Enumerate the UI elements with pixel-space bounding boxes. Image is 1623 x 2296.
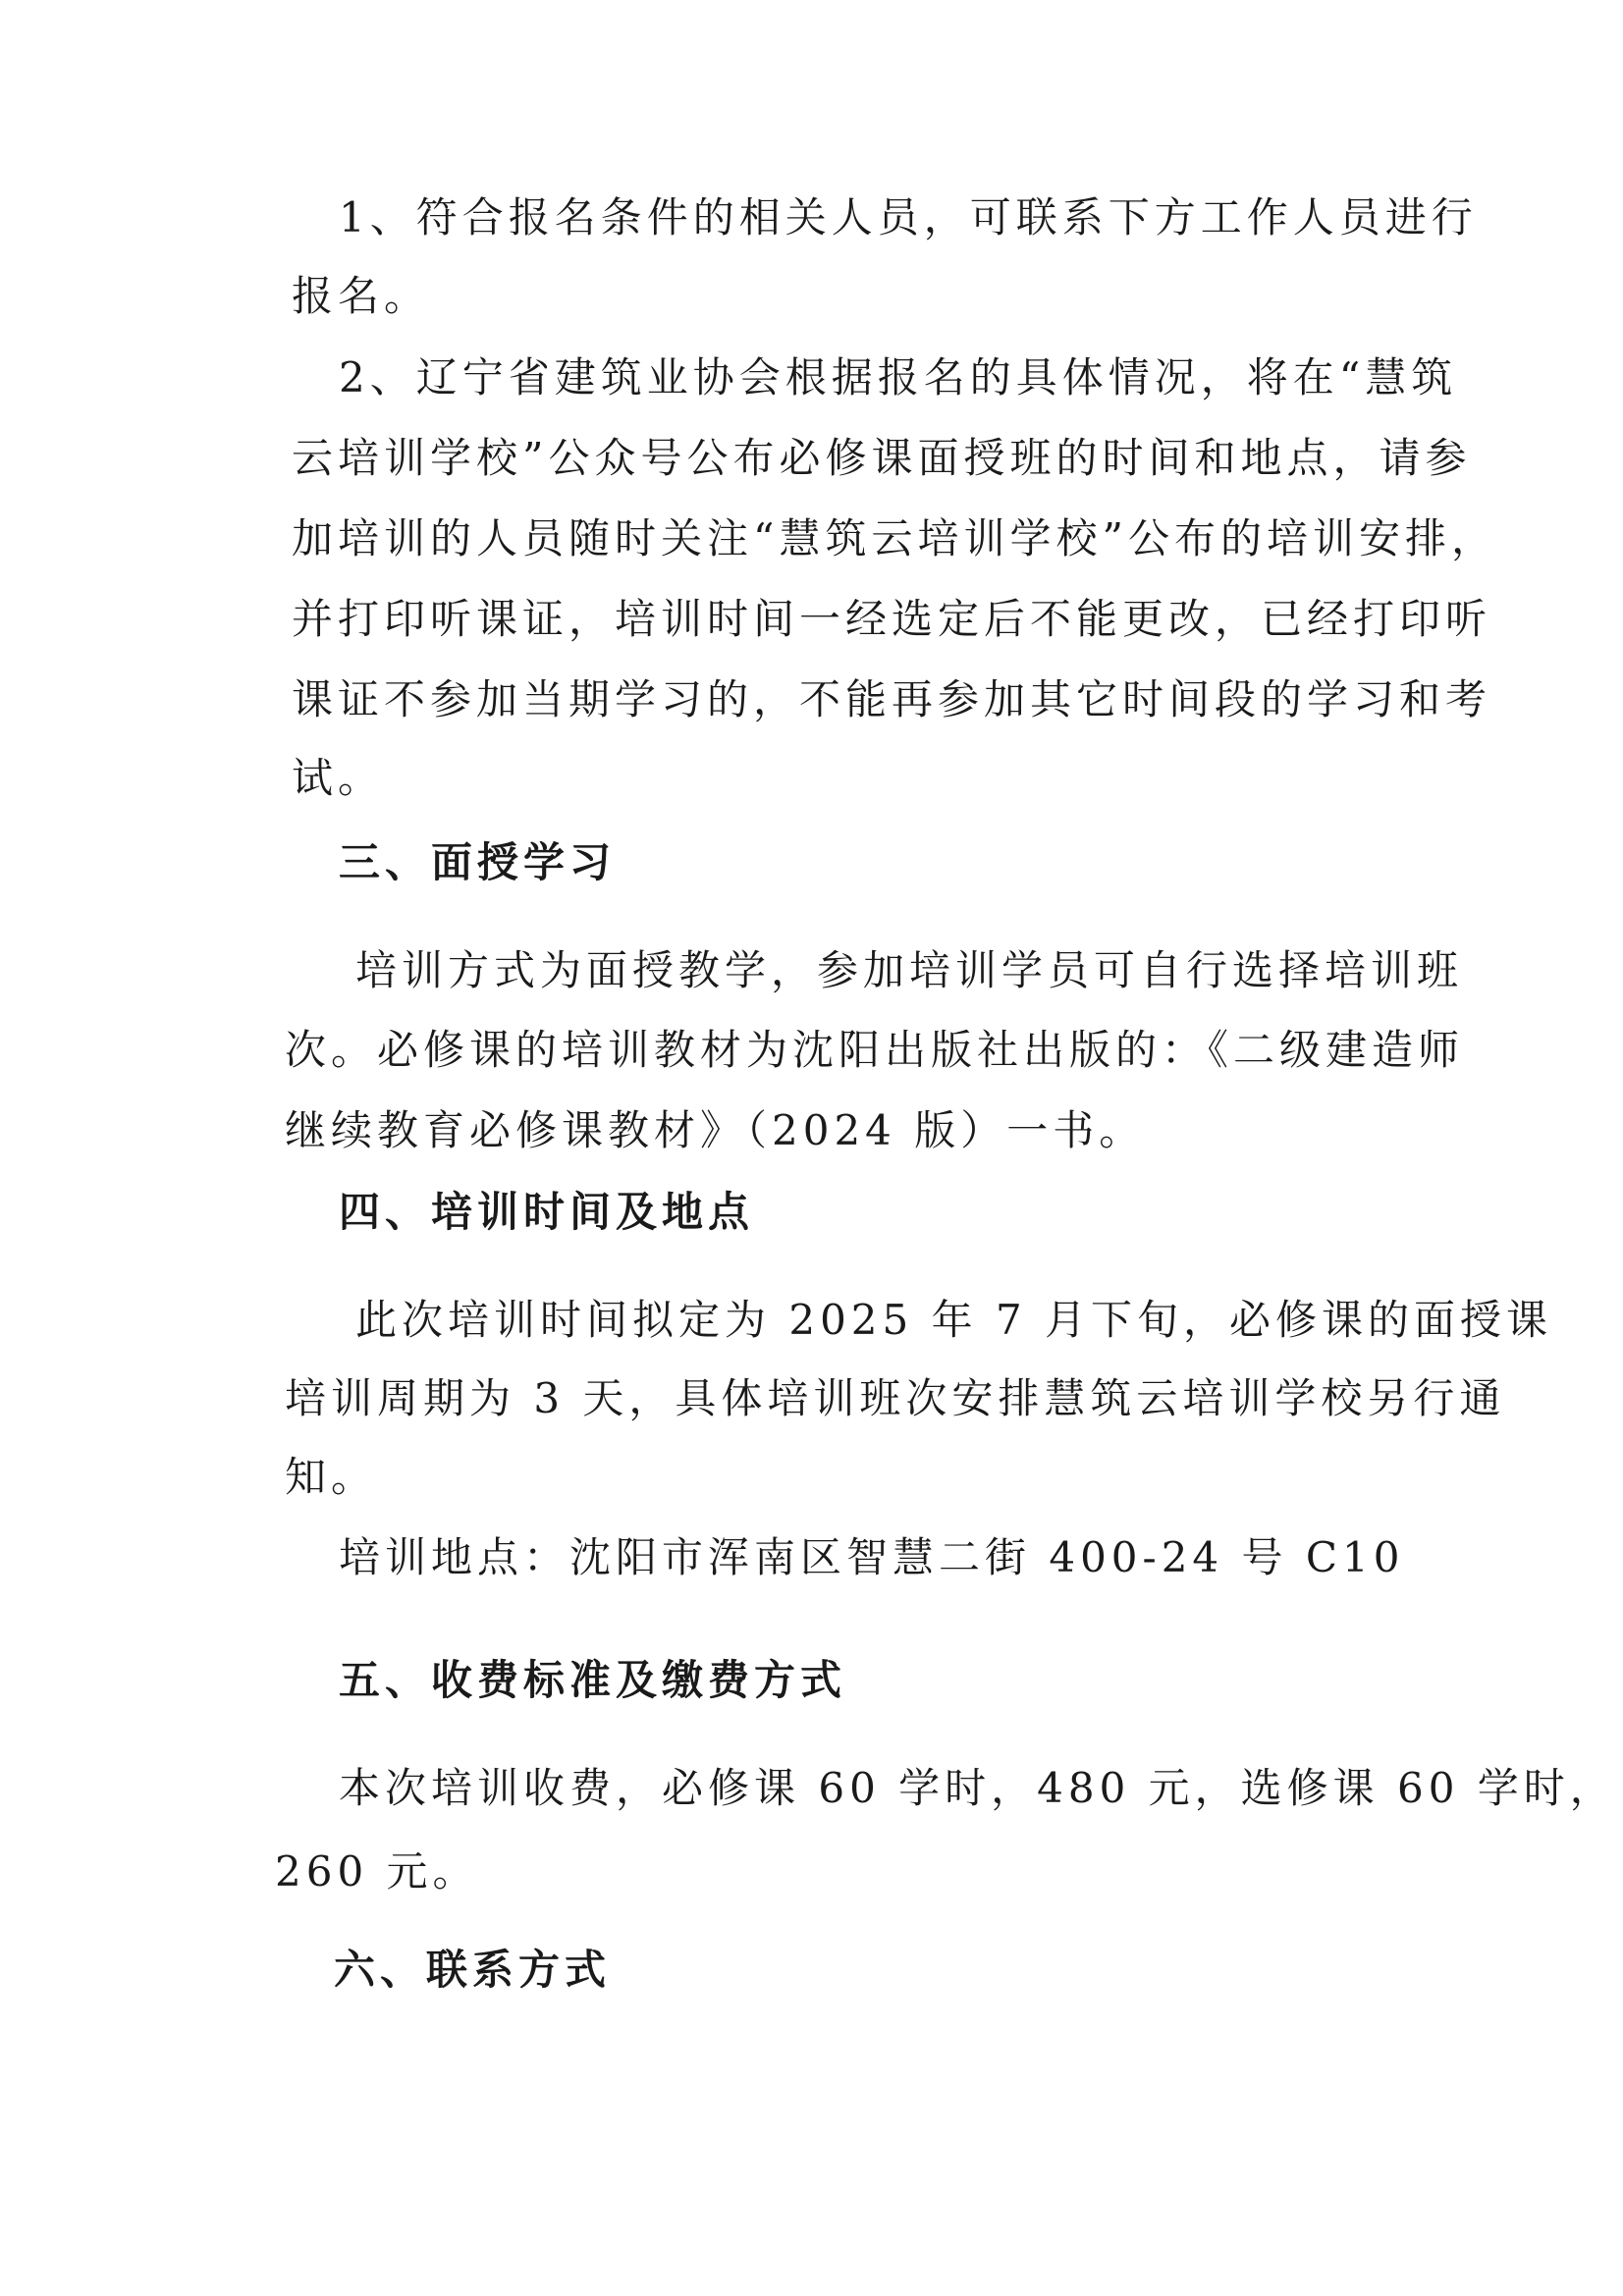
- section-four-line2: 培训周期为 3 天，具体培训班次安排慧筑云培训学校另行通: [285, 1374, 1506, 1422]
- item2-line4: 并打印听课证，培训时间一经选定后不能更改，已经打印听: [292, 595, 1492, 643]
- item1-line2: 报名。: [292, 272, 431, 320]
- item2-line1: 2、辽宁省建筑业协会根据报名的具体情况，将在“慧筑: [339, 353, 1458, 401]
- section-five-line1: 本次培训收费，必修课 60 学时，480 元，选修课 60 学时，: [339, 1764, 1616, 1812]
- section-three-line1: 培训方式为面授教学，参加培训学员可自行选择培训班: [355, 946, 1464, 994]
- item2-line6: 试。: [292, 754, 385, 802]
- item2-line3: 加培训的人员随时关注“慧筑云培训学校”公布的培训安排，: [292, 514, 1497, 562]
- item1-line1: 1、符合报名条件的相关人员，可联系下方工作人员进行: [339, 193, 1478, 241]
- section-three-heading: 三、面授学习: [339, 838, 617, 886]
- item2-line2: 云培训学校”公众号公布必修课面授班的时间和地点，请参: [292, 434, 1472, 482]
- section-three-line3: 继续教育必修课教材》（2024 版）一书。: [285, 1106, 1146, 1154]
- section-three-line2: 次。必修课的培训教材为沈阳出版社出版的：《二级建造师: [285, 1026, 1465, 1074]
- section-five-line2: 260 元。: [275, 1847, 479, 1896]
- section-six-heading: 六、联系方式: [334, 1946, 612, 1994]
- section-four-line3: 知。: [285, 1453, 378, 1501]
- section-four-line1: 此次培训时间拟定为 2025 年 7 月下旬，必修课的面授课: [355, 1296, 1553, 1344]
- item2-line5: 课证不参加当期学习的，不能再参加其它时间段的学习和考: [292, 675, 1492, 723]
- section-five-heading: 五、收费标准及缴费方式: [339, 1656, 847, 1704]
- training-location: 培训地点：沈阳市浑南区智慧二街 400-24 号 C10: [339, 1533, 1405, 1581]
- section-four-heading: 四、培训时间及地点: [339, 1188, 755, 1236]
